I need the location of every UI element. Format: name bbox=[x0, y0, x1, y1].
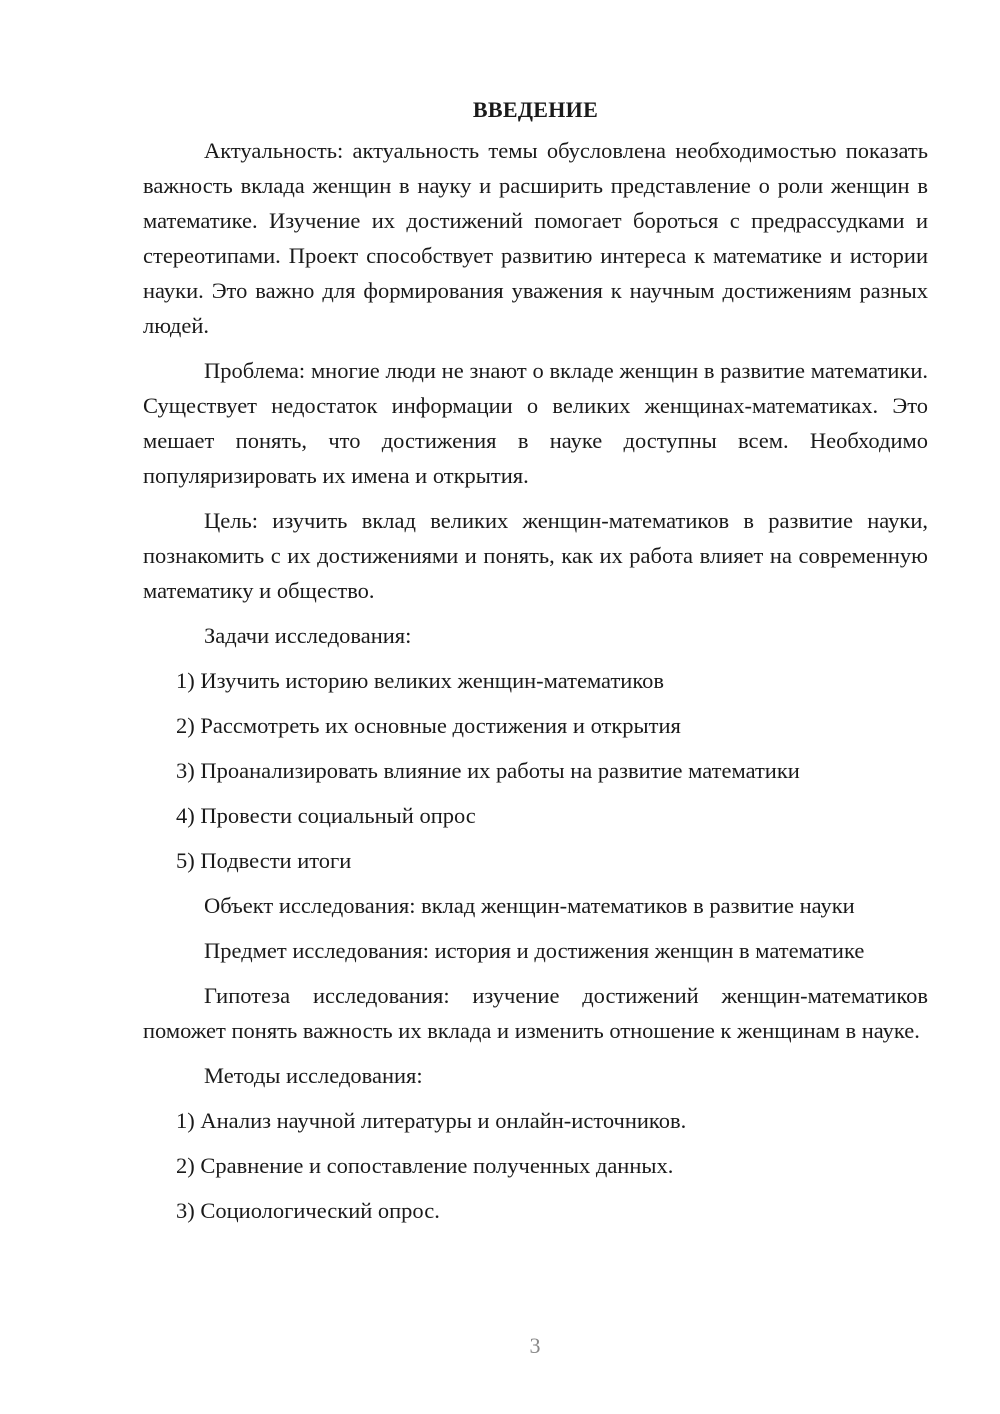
tasks-label: Задачи исследования: bbox=[204, 623, 412, 648]
methods-label: Методы исследования: bbox=[204, 1063, 423, 1088]
goal-paragraph: Цель: изучить вклад великих женщин-математиков в развитие науки, познакомить с их достижениями и понять, как их работа влияет на современную математику и общество. bbox=[143, 508, 928, 603]
task-item: 2) Рассмотреть их основные достижения и открытия bbox=[176, 713, 681, 738]
method-item: 3) Социологический опрос. bbox=[176, 1198, 440, 1223]
method-item: 1) Анализ научной литературы и онлайн-источников. bbox=[176, 1108, 687, 1133]
object-paragraph: Объект исследования: вклад женщин-математиков в развитие науки bbox=[204, 893, 855, 918]
relevance-paragraph: Актуальность: актуальность темы обусловлена необходимостью показать важность вклада женщин в науку и расширить представление о роли женщин в математике. Изучение их достижений помогает бороться с предрассудками и стереотипами. Проект способствует развитию интереса к математике и истории науки. Это важно для формирования уважения к научным достижениям разных людей. bbox=[143, 138, 928, 338]
subject-paragraph: Предмет исследования: история и достижения женщин в математике bbox=[204, 938, 865, 963]
method-item: 2) Сравнение и сопоставление полученных данных. bbox=[176, 1153, 674, 1178]
task-item: 4) Провести социальный опрос bbox=[176, 803, 476, 828]
task-item: 5) Подвести итоги bbox=[176, 848, 352, 873]
document-page bbox=[143, 92, 928, 1238]
methods-list bbox=[143, 1103, 928, 1228]
tasks-list bbox=[143, 663, 928, 878]
task-item: 1) Изучить историю великих женщин-математиков bbox=[176, 668, 665, 693]
hypothesis-paragraph: Гипотеза исследования: изучение достижений женщин-математиков поможет понять важность их вклада и изменить отношение к женщинам в науке. bbox=[143, 983, 928, 1043]
page-title: ВВЕДЕНИЕ bbox=[472, 97, 599, 122]
problem-paragraph: Проблема: многие люди не знают о вкладе женщин в развитие математики. Существует недостаток информации о великих женщинах-математиках. Это мешает понять, что достижения в науке доступны всем. Необходимо популяризировать их имена и открытия. bbox=[143, 358, 928, 488]
task-item: 3) Проанализировать влияние их работы на развитие математики bbox=[176, 758, 800, 783]
page-number: 3 bbox=[529, 1333, 541, 1358]
